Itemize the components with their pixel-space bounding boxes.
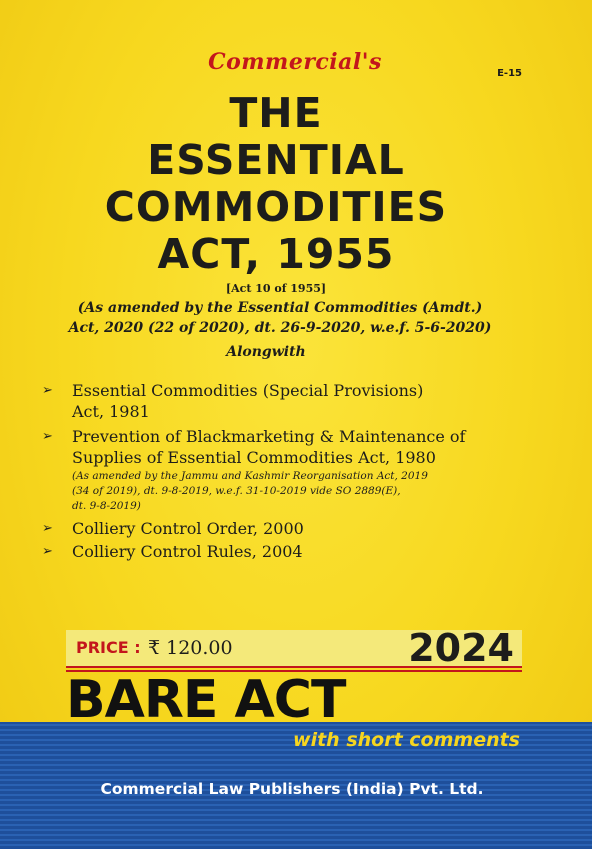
- arrowhead-icon: ➢: [42, 429, 53, 444]
- catalog-code: E-15: [497, 68, 522, 79]
- tagline: with short comments: [293, 729, 520, 751]
- amendment-line: Act, 2020 (22 of 2020), dt. 26-9-2020, w.e.f. 5-6-2020): [68, 320, 492, 336]
- arrowhead-icon: ➢: [42, 521, 53, 536]
- list-item: ➢ Prevention of Blackmarketing & Maintenance of Supplies of Essential Commodities Act, 1980 (As amended by the Jammu and Kashmir Reorganisation Act, 2019 (34 of 2019), dt. 9-8-2019, w.e.f. 31-10-2019 vide SO 2889(E), dt. 9-8-2019): [42, 426, 522, 514]
- price-label: PRICE :: [76, 638, 141, 657]
- amendment-footnote: (As amended by the Jammu and Kashmir Reorganisation Act, 2019 (34 of 2019), dt. 9-8-2019, w.e.f. 31-10-2019 vide SO 2889(E), dt. 9-8-2019): [72, 470, 428, 512]
- amendment-note: [40, 298, 520, 338]
- title-line-4: ACT, 1955: [157, 230, 395, 278]
- publisher-brand: Commercial's: [208, 49, 382, 75]
- publisher-name: Commercial Law Publishers (India) Pvt. Ltd.: [100, 780, 484, 798]
- price-strip: [66, 626, 522, 670]
- amendment-line: (As amended by the Essential Commodities (Amdt.): [77, 300, 483, 316]
- alongwith-label: Alongwith: [226, 344, 306, 360]
- list-item: ➢ Colliery Control Order, 2000: [42, 519, 304, 538]
- list-item: ➢ Colliery Control Rules, 2004: [42, 542, 303, 561]
- included-acts-list: [42, 380, 522, 562]
- list-item: ➢ Essential Commodities (Special Provisions) Act, 1981: [42, 381, 424, 421]
- edition-year: 2024: [408, 626, 514, 670]
- arrowhead-icon: ➢: [42, 383, 53, 398]
- act-number: [Act 10 of 1955]: [225, 282, 327, 295]
- bare-act-label: BARE ACT: [66, 670, 346, 730]
- title-line-1: THE: [229, 89, 323, 137]
- title-line-2: ESSENTIAL: [147, 136, 405, 184]
- title-line-3: COMMODITIES: [104, 183, 448, 231]
- arrowhead-icon: ➢: [42, 544, 53, 559]
- price-value: ₹ 120.00: [148, 637, 233, 659]
